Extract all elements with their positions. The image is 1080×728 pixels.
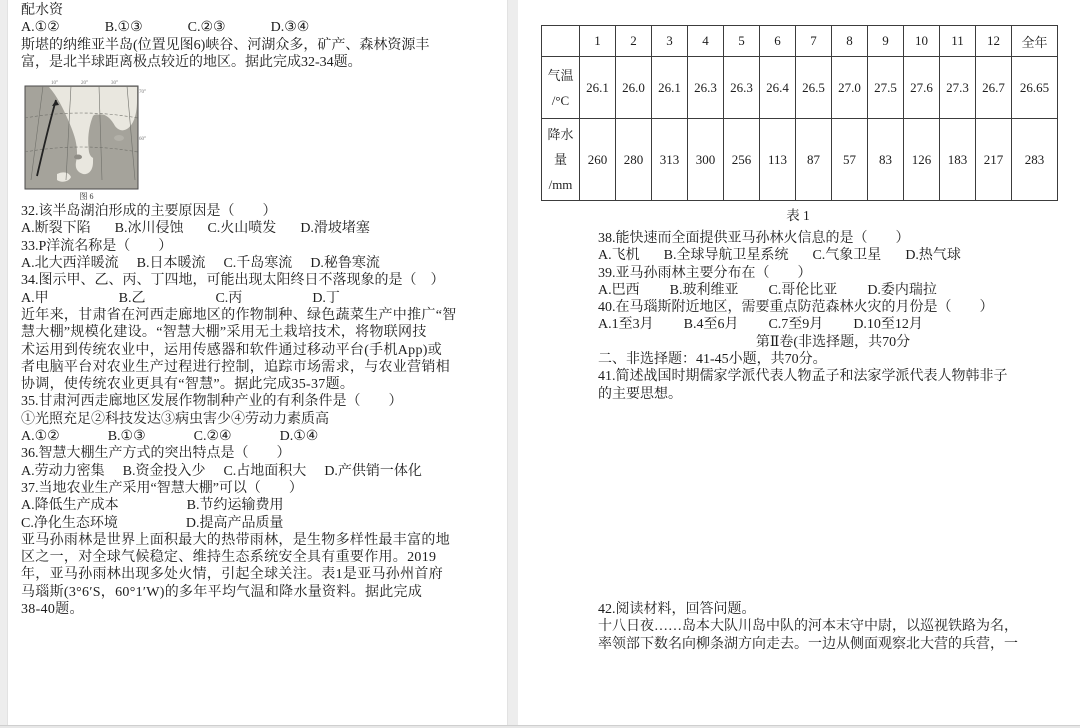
option-c: C.气象卫星 bbox=[812, 248, 882, 264]
section2-subtitle: 二、非选择题：41-45小题，共70分。 bbox=[598, 352, 827, 368]
question-39-options bbox=[598, 282, 1068, 299]
month-header: 11 bbox=[940, 26, 976, 57]
option-a: A.飞机 bbox=[598, 248, 640, 264]
temp-cell: 26.7 bbox=[976, 57, 1012, 119]
option-c: C.占地面积大 bbox=[223, 463, 307, 479]
option-b: B.全球导航卫星系统 bbox=[663, 248, 789, 264]
question-35-options bbox=[21, 428, 499, 445]
precip-cell: 313 bbox=[652, 119, 688, 201]
month-header: 6 bbox=[760, 26, 796, 57]
month-header: 5 bbox=[724, 26, 760, 57]
question-32-options bbox=[21, 220, 499, 237]
option-d: D.丁 bbox=[312, 290, 340, 306]
option-a: A.降低生产成本 bbox=[21, 498, 119, 514]
question-33-options bbox=[21, 255, 499, 272]
month-header: 12 bbox=[976, 26, 1012, 57]
question-34-options bbox=[21, 290, 499, 307]
question-33-stem: 33.P洋流名称是（ ） bbox=[21, 238, 173, 254]
figure6-map bbox=[23, 78, 150, 203]
option-a: A.北大西洋暖流 bbox=[21, 256, 119, 272]
graticule-label-10: 10° bbox=[51, 81, 58, 87]
precip-cell: 83 bbox=[868, 119, 904, 201]
temperature-row-label: 气温 /°C bbox=[542, 57, 580, 119]
year-header: 全年 bbox=[1012, 26, 1058, 57]
precip-cell: 113 bbox=[760, 119, 796, 201]
option-b: B.资金投入少 bbox=[122, 463, 206, 479]
option-c: C.7至9月 bbox=[768, 317, 824, 333]
option-d: D.③④ bbox=[270, 20, 310, 36]
option-c: C.②③ bbox=[187, 20, 226, 36]
figure6-caption: 图 6 bbox=[79, 192, 94, 202]
question-40-options bbox=[598, 316, 1068, 333]
intro-35-37-line1: 近年来，甘肃省在河西走廊地区的作物制种、绿色蔬菜生产中推广“智 bbox=[21, 307, 457, 323]
precip-cell: 87 bbox=[796, 119, 832, 201]
scandinavia-map-image bbox=[23, 78, 150, 191]
temperature-row bbox=[542, 57, 1058, 119]
question-37-options-row1 bbox=[21, 497, 499, 514]
temp-cell: 27.3 bbox=[940, 57, 976, 119]
question-42-material-line2: 率领部下数名向柳条湖方向走去。一边从侧面观察北大营的兵营，一 bbox=[598, 636, 1018, 652]
intro-35-37-line5: 协调，使传统农业更具有“智慧”。据此完成35-37题。 bbox=[21, 377, 355, 393]
question-39-stem: 39.亚马孙雨林主要分布在（ ） bbox=[598, 265, 812, 281]
previous-question-tail: 配水资 bbox=[21, 3, 63, 18]
precipitation-row bbox=[542, 119, 1058, 201]
option-b: B.4至6月 bbox=[683, 317, 739, 333]
month-header: 4 bbox=[688, 26, 724, 57]
option-b: B.日本暖流 bbox=[136, 256, 206, 272]
table-header-row bbox=[542, 26, 1058, 57]
temp-cell: 26.5 bbox=[796, 57, 832, 119]
question-32-stem: 32.该半岛湖泊形成的主要原因是（ ） bbox=[21, 204, 277, 220]
month-header: 3 bbox=[652, 26, 688, 57]
question-41-line2: 的主要思想。 bbox=[598, 386, 682, 402]
question-42-material-line1: 十八日夜……岛本大队川岛中队的河本末守中尉，以巡视铁路为名， bbox=[598, 619, 1018, 635]
option-a: A.断裂下陷 bbox=[21, 221, 91, 237]
intro-38-40 bbox=[21, 532, 499, 618]
intro-35-37 bbox=[21, 307, 499, 393]
option-c: C.千岛寒流 bbox=[223, 256, 293, 272]
option-d: D.热气球 bbox=[905, 248, 961, 264]
option-a: A.劳动力密集 bbox=[21, 463, 105, 479]
intro-38-40-line2: 区之一，对全球气候稳定、维持生态系统安全具有重要作用。2019 bbox=[21, 550, 437, 566]
question-37-options-row2 bbox=[21, 515, 499, 532]
precip-cell: 126 bbox=[904, 119, 940, 201]
month-header: 2 bbox=[616, 26, 652, 57]
intro-38-40-line4: 马瑙斯(3°6′S，60°1′W)的多年平均气温和降水量资料。据此完成 bbox=[21, 584, 423, 600]
option-d: D.提高产品质量 bbox=[185, 515, 284, 531]
option-a: A.甲 bbox=[21, 290, 49, 306]
intro-35-37-line2: 慧大棚”规模化建设。“智慧大棚”采用无土栽培技术，将物联网技 bbox=[21, 325, 427, 341]
precip-cell: 183 bbox=[940, 119, 976, 201]
question-42-stem: 42.阅读材料，回答问题。 bbox=[598, 602, 756, 617]
section2-title: 第Ⅱ卷(非选择题，共70分 bbox=[755, 334, 911, 350]
table1-caption: 表 1 bbox=[786, 208, 810, 223]
month-header: 9 bbox=[868, 26, 904, 57]
temp-cell: 27.5 bbox=[868, 57, 904, 119]
option-b: B.①③ bbox=[107, 429, 146, 445]
precip-cell: 280 bbox=[616, 119, 652, 201]
precip-cell: 256 bbox=[724, 119, 760, 201]
graticule-label-70: 70° bbox=[139, 90, 146, 96]
option-d: D.委内瑞拉 bbox=[867, 282, 937, 298]
temp-cell: 26.0 bbox=[616, 57, 652, 119]
right-page bbox=[518, 0, 1080, 725]
question-36-options bbox=[21, 463, 499, 480]
intro-32-34-line2: 富，是北半球距离极点较近的地区。据此完成32-34题。 bbox=[21, 54, 362, 70]
climate-table-block bbox=[541, 25, 1067, 224]
graticule-label-20: 20° bbox=[81, 81, 88, 87]
option-d: D.10至12月 bbox=[853, 317, 923, 333]
month-header: 10 bbox=[904, 26, 940, 57]
intro-38-40-line5: 38-40题。 bbox=[21, 602, 84, 618]
temp-cell: 26.3 bbox=[724, 57, 760, 119]
option-d: D.滑坡堵塞 bbox=[300, 221, 370, 237]
month-header: 8 bbox=[832, 26, 868, 57]
temp-cell: 27.6 bbox=[904, 57, 940, 119]
intro-35-37-line3: 术运用到传统农业中，运用传感器和软件通过移动平台(手机App)或 bbox=[21, 342, 443, 358]
temp-cell: 26.4 bbox=[760, 57, 796, 119]
precip-cell: 300 bbox=[688, 119, 724, 201]
temp-cell: 26.3 bbox=[688, 57, 724, 119]
graticule-label-30: 30° bbox=[111, 81, 118, 87]
temp-cell: 26.1 bbox=[652, 57, 688, 119]
right-column-text bbox=[598, 230, 1068, 403]
option-b: B.①③ bbox=[104, 20, 143, 36]
question-38-options bbox=[598, 247, 1068, 264]
question-41-line1: 41.简述战国时期儒家学派代表人物孟子和法家学派代表人物韩非子 bbox=[598, 369, 1008, 385]
option-b: B.冰川侵蚀 bbox=[114, 221, 184, 237]
climate-table bbox=[541, 25, 1058, 201]
month-header: 7 bbox=[796, 26, 832, 57]
option-c: C.②④ bbox=[193, 429, 232, 445]
option-a: A.①② bbox=[21, 20, 60, 36]
intro-38-40-line3: 年，亚马孙雨林出现多处火情，引起全球关注。表1是亚马孙州首府 bbox=[21, 567, 443, 583]
question-37-stem: 37.当地农业生产采用“智慧大棚”可以（ ） bbox=[21, 480, 303, 496]
left-column bbox=[21, 2, 499, 618]
option-a: A.巴西 bbox=[598, 282, 640, 298]
temp-cell: 26.65 bbox=[1012, 57, 1058, 119]
question-42-block bbox=[598, 601, 1068, 653]
precipitation-row-label: 降水 量 /mm bbox=[542, 119, 580, 201]
intro-38-40-line1: 亚马孙雨林是世界上面积最大的热带雨林，是生物多样性最丰富的地 bbox=[21, 532, 450, 548]
intro-35-37-line4: 者电脑平台对农业生产过程进行控制，追踪市场需求，与农业营销相 bbox=[21, 359, 450, 375]
corner-cell bbox=[542, 26, 580, 57]
option-d: D.①④ bbox=[279, 429, 319, 445]
option-c: C.净化生态环境 bbox=[21, 515, 118, 531]
precip-cell: 57 bbox=[832, 119, 868, 201]
graticule-label-60: 60° bbox=[139, 137, 146, 143]
precip-cell: 283 bbox=[1012, 119, 1058, 201]
question-40-stem: 40.在马瑙斯附近地区，需要重点防范森林火灾的月份是（ ） bbox=[598, 300, 994, 316]
option-c: C.哥伦比亚 bbox=[768, 282, 838, 298]
left-page bbox=[8, 0, 507, 725]
precip-cell: 217 bbox=[976, 119, 1012, 201]
option-b: B.玻利维亚 bbox=[669, 282, 739, 298]
question-34-stem: 34.图示甲、乙、丙、丁四地，可能出现太阳终日不落现象的是（ ） bbox=[21, 273, 445, 289]
temp-cell: 26.1 bbox=[580, 57, 616, 119]
option-d: D.产供销一体化 bbox=[324, 463, 422, 479]
question-35-items: ①光照充足②科技发达③病虫害少④劳动力素质高 bbox=[21, 411, 329, 427]
precip-cell: 260 bbox=[580, 119, 616, 201]
question-38-stem: 38.能快速而全面提供亚马孙林火信息的是（ ） bbox=[598, 231, 910, 246]
temp-cell: 27.0 bbox=[832, 57, 868, 119]
intro-32-34-line1: 斯堪的纳维亚半岛(位置见图6)峡谷、河湖众多，矿产、森林资源丰 bbox=[21, 37, 430, 53]
option-b: B.节约运输费用 bbox=[186, 498, 284, 514]
option-c: C.火山喷发 bbox=[207, 221, 277, 237]
option-b: B.乙 bbox=[118, 290, 146, 306]
month-header: 1 bbox=[580, 26, 616, 57]
page-gutter-left bbox=[0, 0, 8, 727]
previous-question-options bbox=[21, 19, 499, 36]
option-d: D.秘鲁寒流 bbox=[310, 256, 380, 272]
question-35-stem: 35.甘肃河西走廊地区发展作物制种产业的有利条件是（ ） bbox=[21, 394, 403, 410]
option-a: A.1至3月 bbox=[598, 317, 654, 333]
question-36-stem: 36.智慧大棚生产方式的突出特点是（ ） bbox=[21, 446, 291, 462]
option-a: A.①② bbox=[21, 429, 60, 445]
option-c: C.丙 bbox=[215, 290, 243, 306]
